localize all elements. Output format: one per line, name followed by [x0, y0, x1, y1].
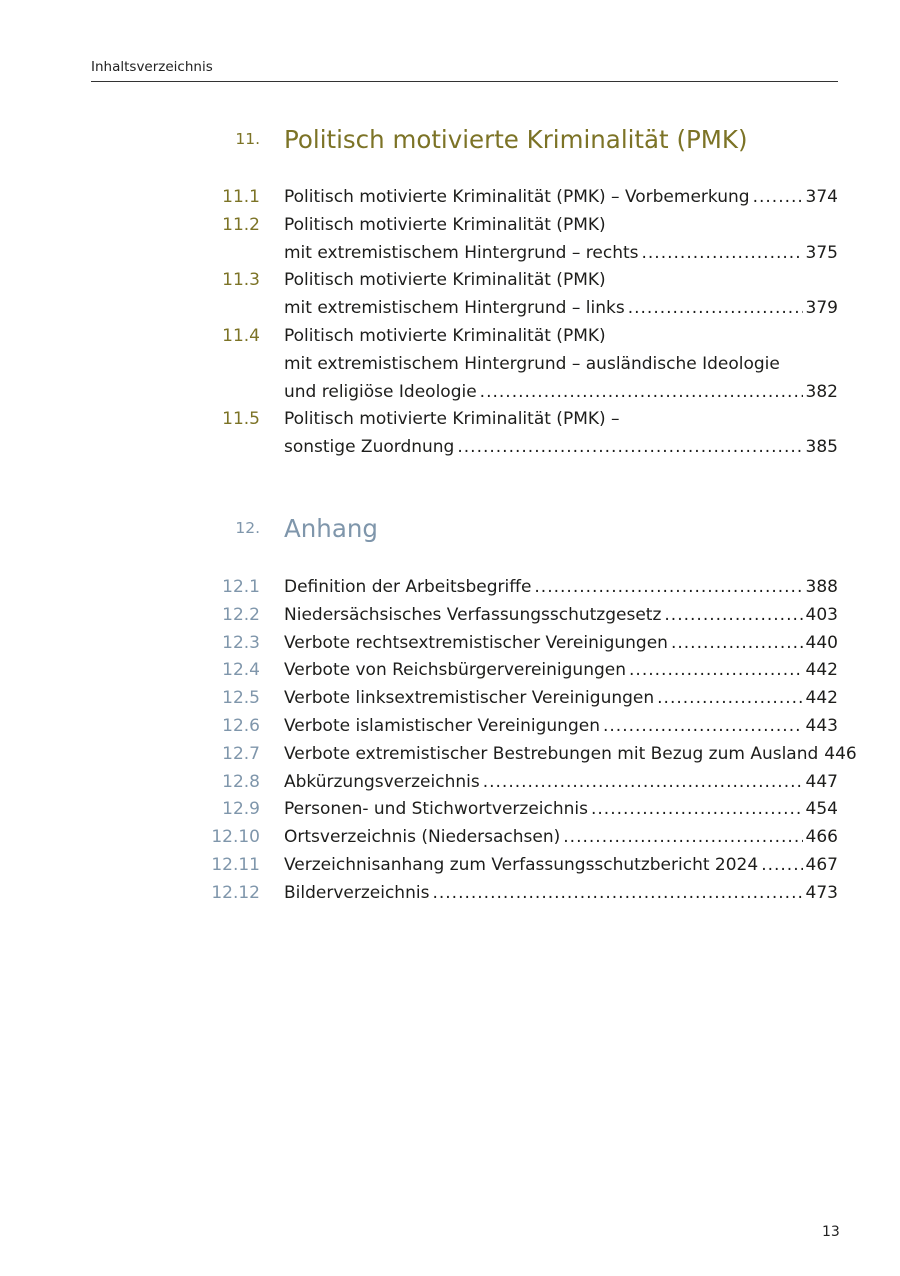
- entry-line: [284, 323, 838, 351]
- dot-leader: [629, 657, 803, 685]
- entry-title: [284, 630, 838, 658]
- entry-title: [284, 796, 838, 824]
- toc-entry[interactable]: [0, 685, 900, 713]
- entry-text: Ortsverzeichnis (Niedersachsen): [284, 827, 561, 848]
- section-heading: [0, 503, 900, 543]
- entry-page-number: 379: [805, 298, 838, 319]
- entry-text: Verzeichnisanhang zum Verfassungsschutzbericht 2024: [284, 854, 759, 875]
- entry-number: 12.11: [211, 854, 260, 875]
- entry-text: und religiöse Ideologie: [284, 381, 477, 402]
- entry-page-number: 385: [805, 437, 838, 458]
- entry-number: 11.3: [222, 270, 260, 291]
- entry-line: [284, 184, 838, 212]
- header-rule: [91, 81, 838, 82]
- entry-text: Verbote rechtsextremistischer Vereinigungen: [284, 632, 668, 653]
- entry-number: 12.2: [222, 604, 260, 625]
- toc-entry[interactable]: [0, 212, 900, 268]
- toc-entry[interactable]: [0, 574, 900, 602]
- entry-line: [284, 602, 838, 630]
- section-entries: [0, 574, 900, 908]
- entry-text: Politisch motivierte Kriminalität (PMK) – Vorbemerkung: [284, 187, 750, 207]
- entry-text: Niedersächsisches Verfassungsschutzgesetz: [284, 604, 662, 625]
- entry-page-number: 443: [805, 715, 838, 736]
- entry-line: [284, 713, 838, 741]
- entry-text: Politisch motivierte Kriminalität (PMK): [284, 214, 606, 235]
- entry-line: [284, 574, 838, 602]
- dot-leader: [603, 713, 803, 741]
- entry-number: 12.5: [222, 688, 260, 709]
- entry-page-number: 442: [805, 688, 838, 709]
- entry-page-number: 446: [824, 743, 857, 764]
- entry-text: Abkürzungsverzeichnis: [284, 771, 480, 792]
- entry-title: [284, 602, 838, 630]
- entry-number: 11.5: [222, 409, 260, 430]
- toc-entry[interactable]: [0, 824, 900, 852]
- entry-number: 12.8: [222, 771, 260, 792]
- entry-text: Definition der Arbeitsbegriffe: [284, 577, 532, 597]
- dot-leader: [664, 602, 802, 630]
- entry-line: [284, 212, 838, 240]
- entry-number: 12.3: [222, 632, 260, 653]
- dot-leader: [642, 240, 803, 268]
- toc-entry[interactable]: [0, 657, 900, 685]
- section-number: 11.: [235, 130, 260, 148]
- entry-line: [284, 769, 838, 797]
- toc-entry[interactable]: [0, 267, 900, 323]
- entry-page-number: 473: [805, 882, 838, 903]
- entry-line: [284, 852, 838, 880]
- entry-text: sonstige Zuordnung: [284, 437, 455, 458]
- entry-text: Personen- und Stichwortverzeichnis: [284, 799, 588, 820]
- entry-text: Verbote von Reichsbürgervereinigungen: [284, 660, 627, 681]
- dot-leader: [432, 880, 802, 908]
- page-number: 13: [822, 1224, 840, 1240]
- entry-number: 11.4: [222, 325, 260, 346]
- entry-title: [284, 657, 838, 685]
- entry-number: 12.9: [222, 799, 260, 820]
- toc-entry[interactable]: [0, 602, 900, 630]
- entry-text: Politisch motivierte Kriminalität (PMK) –: [284, 409, 620, 430]
- toc-entry[interactable]: [0, 741, 900, 769]
- entry-text: Verbote islamistischer Vereinigungen: [284, 715, 600, 736]
- entry-title: [284, 267, 838, 323]
- toc-entry[interactable]: [0, 769, 900, 797]
- entry-line: [284, 240, 838, 268]
- toc-section-anhang: [0, 503, 900, 908]
- entry-line: [284, 434, 838, 462]
- entry-line: [284, 295, 838, 323]
- section-title: Politisch motivierte Kriminalität (PMK): [284, 125, 748, 154]
- entry-title: [284, 741, 857, 769]
- dot-leader: [761, 852, 802, 880]
- entry-page-number: 403: [805, 604, 838, 625]
- entry-title: [284, 184, 838, 212]
- entry-page-number: 466: [805, 827, 838, 848]
- running-header: Inhaltsverzeichnis: [91, 59, 213, 75]
- section-heading: [0, 114, 900, 154]
- toc-entry[interactable]: [0, 323, 900, 406]
- entry-text: Bilderverzeichnis: [284, 882, 430, 903]
- toc-entry[interactable]: [0, 406, 900, 462]
- entry-title: [284, 824, 838, 852]
- entry-page-number: 447: [805, 771, 838, 792]
- dot-leader: [628, 295, 803, 323]
- entry-line: [284, 406, 838, 434]
- entry-title: [284, 880, 838, 908]
- entry-title: [284, 685, 838, 713]
- entry-line: [284, 630, 838, 658]
- toc-entry[interactable]: [0, 630, 900, 658]
- entry-title: [284, 574, 838, 602]
- toc-entry[interactable]: [0, 852, 900, 880]
- entry-line: [284, 796, 838, 824]
- entry-number: 11.1: [222, 187, 260, 207]
- entry-line: [284, 880, 838, 908]
- section-number: 12.: [235, 519, 260, 537]
- dot-leader: [483, 769, 803, 797]
- entry-title: [284, 852, 838, 880]
- entry-text: Politisch motivierte Kriminalität (PMK): [284, 325, 606, 346]
- entry-text: Verbote extremistischer Bestrebungen mit Bezug zum Ausland: [284, 743, 819, 764]
- entry-number: 12.12: [211, 882, 260, 903]
- dot-leader: [480, 379, 803, 407]
- toc-entry[interactable]: [0, 184, 900, 212]
- entry-text: mit extremistischem Hintergrund – rechts: [284, 242, 639, 263]
- entry-line: [284, 657, 838, 685]
- entry-line: [284, 351, 838, 379]
- entry-title: [284, 212, 838, 268]
- entry-number: 12.4: [222, 660, 260, 681]
- entry-title: [284, 406, 838, 462]
- entry-line: [284, 741, 857, 769]
- dot-leader: [671, 630, 803, 658]
- entry-title: [284, 713, 838, 741]
- entry-line: [284, 379, 838, 407]
- dot-leader: [657, 685, 802, 713]
- entry-page-number: 442: [805, 660, 838, 681]
- entry-page-number: 375: [805, 242, 838, 263]
- dot-leader: [753, 184, 803, 212]
- entry-number: 12.10: [211, 827, 260, 848]
- toc-entry[interactable]: [0, 880, 900, 908]
- entry-page-number: 440: [805, 632, 838, 653]
- entry-page-number: 388: [805, 577, 838, 597]
- entry-text: Politisch motivierte Kriminalität (PMK): [284, 270, 606, 291]
- entry-page-number: 454: [805, 799, 838, 820]
- entry-line: [284, 824, 838, 852]
- entry-text: mit extremistischem Hintergrund – ausländische Ideologie: [284, 353, 780, 374]
- toc-entry[interactable]: [0, 796, 900, 824]
- entry-line: [284, 685, 838, 713]
- entry-number: 12.6: [222, 715, 260, 736]
- section-entries: [0, 184, 900, 462]
- entry-text: mit extremistischem Hintergrund – links: [284, 298, 625, 319]
- entry-page-number: 374: [805, 187, 838, 207]
- entry-title: [284, 769, 838, 797]
- dot-leader: [457, 434, 802, 462]
- section-title: Anhang: [284, 514, 378, 543]
- toc-entry[interactable]: [0, 713, 900, 741]
- toc-section-pmk: [0, 114, 900, 462]
- entry-page-number: 382: [805, 381, 838, 402]
- entry-number: 12.1: [222, 577, 260, 597]
- entry-number: 11.2: [222, 214, 260, 235]
- entry-line: [284, 267, 838, 295]
- entry-page-number: 467: [805, 854, 838, 875]
- dot-leader: [591, 796, 803, 824]
- entry-number: 12.7: [222, 743, 260, 764]
- dot-leader: [563, 824, 802, 852]
- dot-leader: [534, 574, 802, 602]
- entry-title: [284, 323, 838, 406]
- entry-text: Verbote linksextremistischer Vereinigungen: [284, 688, 655, 709]
